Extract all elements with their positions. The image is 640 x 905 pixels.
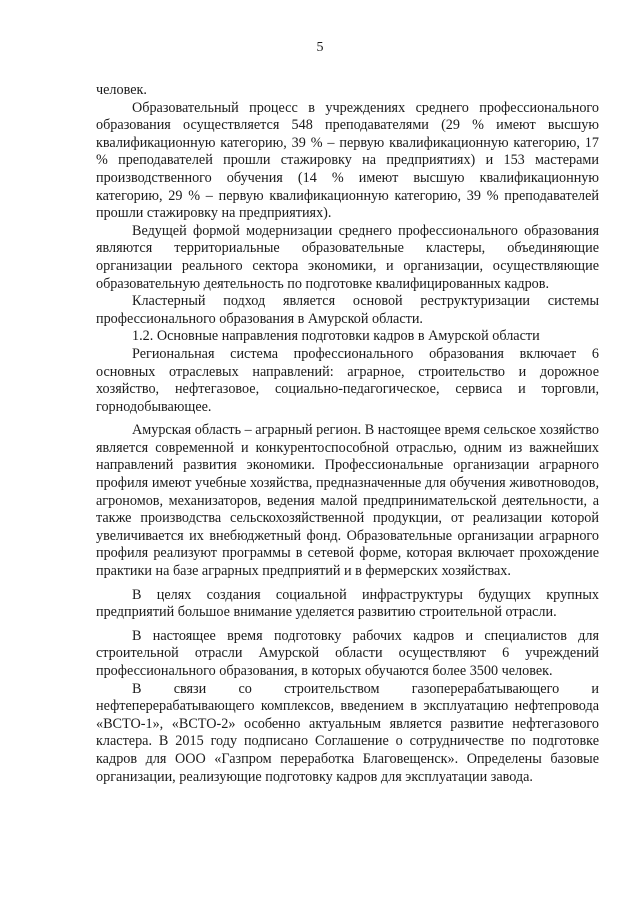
paragraph-clusters: Ведущей формой модернизации среднего профессионального образования являются территориальные образовательные кластеры, объединяющие организации реального сектора экономики, и организации, осуществляющие образовательную деятельность по подготовке квалифицированных кадров. [96,222,599,292]
section-heading: 1.2. Основные направления подготовки кадров в Амурской области [132,328,540,345]
document-body [96,82,599,786]
paragraph-agrarian: Амурская область – аграрный регион. В настоящее время сельское хозяйство является современной и конкурентоспособной отраслью, одним из важнейших направлений развития экономики. Профессиональные организации аграрного профиля имеют учебные хозяйства, предназначенные для обучения животноводов, агрономов, механизаторов, ведения малой предпринимательской деятельности, а также производства сельскохозяйственной продукции, от реализации которой увеличивается их внебюджетный фонд. Образовательные организации аграрного профиля реализуют программы в сетевой форме, которая включает прохождение практики на базе аграрных предприятий и в фермерских хозяйствах. [96,422,599,580]
paragraph-continuation: человек. [96,82,147,98]
page-number: 5 [316,40,324,55]
paragraph-oil-gas: В связи со строительством газоперерабатывающего и нефтеперерабатывающего комплексов, введением в эксплуатацию нефтепровода «ВСТО-1», «ВСТО-2» особенно актуальным является развитие нефтегазового кластера. В 2015 году подписано Соглашение о сотрудничестве по подготовке кадров для ООО «Газпром переработка Благовещенск». Определены базовые организации, реализующие подготовку кадров для эксплуатации завода. [96,680,599,785]
paragraph-regional-system: Региональная система профессионального образования включает 6 основных отраслевых направлений: аграрное, строительство и дорожное хозяйство, нефтегазовое, социально-педагогическое, сервиса и торговли, горнодобывающее. [96,345,599,415]
paragraph-construction: В настоящее время подготовку рабочих кадров и специалистов для строительной отрасли Амурской области осуществляют 6 учреждений профессионального образования, в которых обучаются более 3500 человек. [96,627,599,679]
paragraph-cluster-approach: Кластерный подход является основой реструктуризации системы профессионального образования в Амурской области. [96,293,599,327]
paragraph-social-infrastructure: В целях создания социальной инфраструктуры будущих крупных предприятий большое внимание уделяется развитию строительной отрасли. [96,586,599,621]
paragraph-teaching-staff: Образовательный процесс в учреждениях среднего профессионального образования осуществляется 548 преподавателями (29 % имеют высшую квалификационную категорию, 39 % – первую квалификационную категорию, 17 % преподавателей прошли стажировку на предприятиях) и 153 мастерами производственного обучения (14 % имеют высшую квалификационную категорию, 29 % – первую квалификационную категорию, 39 % преподавателей прошли стажировку на предприятиях). [96,99,599,222]
